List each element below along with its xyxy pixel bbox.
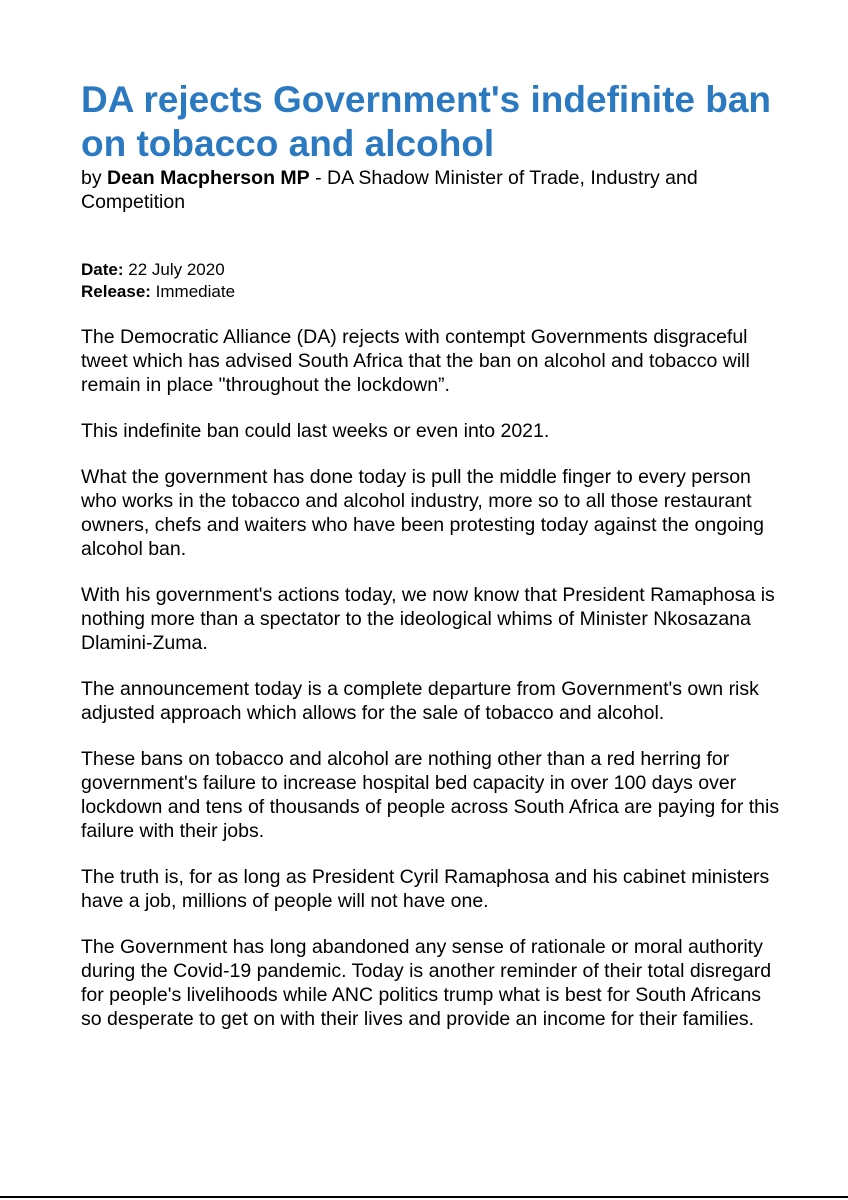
paragraph: The Democratic Alliance (DA) rejects with contempt Governments disgraceful tweet which has advised South Africa that the ban on alcohol and tobacco will remain in place "throughout the lockdown”. — [81, 326, 750, 396]
byline-prefix: by — [81, 167, 108, 189]
paragraph: The announcement today is a complete departure from Government's own risk adjusted approach which allows for the sale of tobacco and alcohol. — [81, 678, 759, 724]
paragraph: These bans on tobacco and alcohol are nothing other than a red herring for government's failure to increase hospital bed capacity in over 100 days over lockdown and tens of thousands of people across South Africa are paying for this failure with their jobs. — [81, 748, 780, 842]
release-line — [81, 281, 781, 303]
byline-author: Dean Macpherson MP — [107, 167, 310, 189]
byline — [81, 166, 781, 214]
paragraph: This indefinite ban could last weeks or even into 2021. — [81, 420, 550, 442]
byline-role: - DA Shadow Minister of Trade, Industry and Competition — [81, 167, 698, 213]
release-label: Release: — [81, 282, 151, 301]
paragraph: The truth is, for as long as President Cyril Ramaphosa and his cabinet ministers have a job, millions of people will not have one. — [81, 866, 770, 912]
paragraph: With his government's actions today, we now know that President Ramaphosa is nothing more than a spectator to the ideological whims of Minister Nkosazana Dlamini-Zuma. — [81, 584, 775, 654]
release-meta — [81, 259, 781, 303]
paragraph: What the government has done today is pull the middle finger to every person who works in the tobacco and alcohol industry, more so to all those restaurant owners, chefs and waiters who have been protesting today against the ongoing alcohol ban. — [81, 466, 764, 560]
document-content — [81, 78, 781, 1053]
paragraph: The Government has long abandoned any sense of rationale or moral authority during the Covid-19 pandemic. Today is another reminder of their total disregard for people's livelihoods while ANC politics trump what is best for South Africans so desperate to get on with their lives and provide an income for their families. — [81, 936, 772, 1030]
body-text — [81, 325, 781, 1031]
date-value: 22 July 2020 — [123, 260, 225, 279]
page-title: DA rejects Government's indefinite ban on tobacco and alcohol — [81, 79, 772, 164]
page-bottom-divider — [0, 1196, 848, 1198]
date-label: Date: — [81, 260, 124, 279]
release-value: Immediate — [150, 282, 236, 301]
date-line — [81, 259, 781, 281]
